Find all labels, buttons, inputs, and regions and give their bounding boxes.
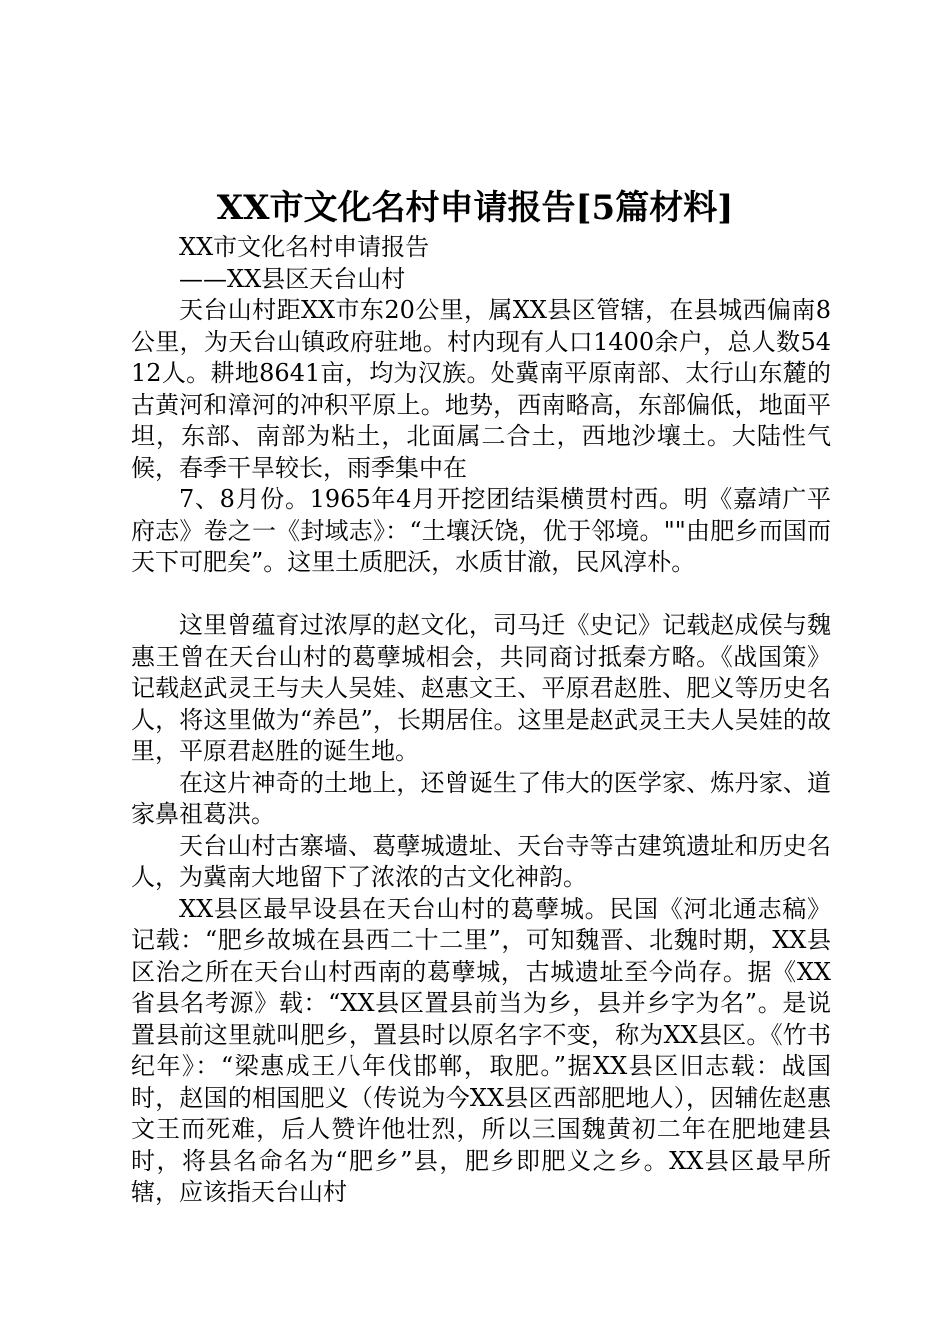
paragraph-overview: 天台山村距XX市东20公里，属XX县区管辖，在县城西偏南8公里，为天台山镇政府驻地。村内现有人口1400余户，总人数5412人。耕地8641亩，均为汉族。处冀南平原南部、太行山东麓的古黄河和漳河的冲积平原上。地势，西南略高，东部偏低，地面平坦，东部、南部为粘土，北面属二合土，西地沙壤土。大陆性气候，春季干旱较长，雨季集中在 [131, 296, 831, 482]
paragraph-subtitle: XX市文化名村申请报告 [179, 233, 430, 261]
paragraph-zhao-culture: 这里曾蕴育过浓厚的赵文化，司马迁《史记》记载赵成侯与魏惠王曾在天台山村的葛孽城相会，共同商讨抵秦方略。《战国策》记载赵武灵王与夫人吴娃、赵惠文王、平原君赵胜、肥义等历史名人，将这里做为“养邑”，长期居住。这里是赵武灵王夫人吴娃的故里，平原君赵胜的诞生地。 [131, 611, 831, 765]
paragraph-history-record: 7、8月份。1965年4月开挖团结渠横贯村西。明《嘉靖广平府志》卷之一《封域志》：“土壤沃饶，优于邻境。""由肥乡而国而天下可肥矣”。这里土质肥沃，水质甘澈，民风淳朴。 [131, 485, 831, 576]
document-body [131, 232, 831, 1209]
paragraph-village-name: ——XX县区天台山村 [179, 264, 406, 293]
paragraph-ancient-sites: 天台山村古寨墙、葛孽城遗址、天台寺等古建筑遗址和历史名人，为冀南大地留下了浓浓的古文化神韵。 [131, 831, 831, 891]
paragraph-ge-hong: 在这片神奇的土地上，还曾诞生了伟大的医学家、炼丹家、道家鼻祖葛洪。 [131, 768, 831, 828]
document-title: XX市文化名村申请报告[5篇材料] [216, 188, 734, 228]
paragraph-county-origin: XX县区最早设县在天台山村的葛孽城。民国《河北通志稿》记载：“肥乡故城在县西二十二里”，可知魏晋、北魏时期，XX县区治之所在天台山村西南的葛孽城，古城遗址至今尚存。据《XX省县名考源》载：“XX县区置县前当为乡，县并乡字为名”。是说置县前这里就叫肥乡，置县时以原名字不变，称为XX县区。《竹书纪年》：“梁惠成王八年伐邯郸，取肥。”据XX县区旧志载：战国时，赵国的相国肥义（传说为今XX县区西部肥地人），因辅佐赵惠文王而死难，后人赞许他壮烈，所以三国魏黄初二年在肥地建县时，将县名命名为“肥乡”县，肥乡即肥义之乡。XX县区最早所辖，应该指天台山村 [131, 894, 831, 1206]
